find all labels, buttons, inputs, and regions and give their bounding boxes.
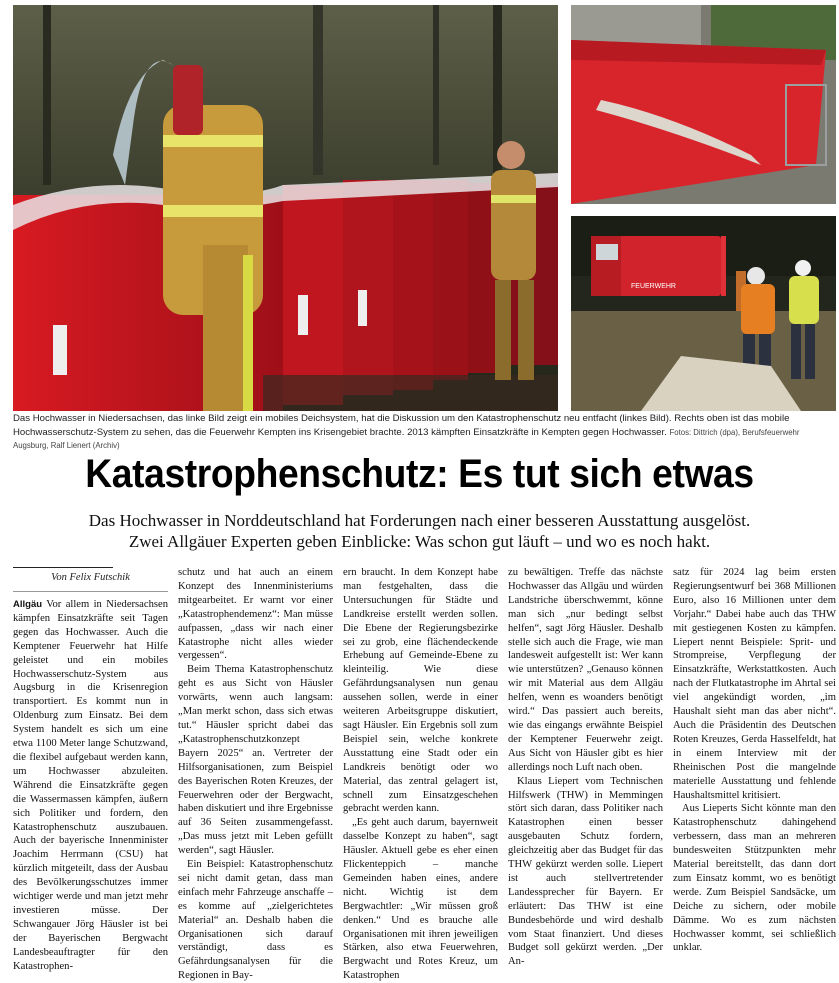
byline: Von Felix Futschik [51, 572, 130, 583]
paragraph: Beim Thema Katastrophenschutz geht es aus Sicht von Häusler vorwärts, wenn auch langsam: „Man merkt schon, dass sich etwas tut.“ Häusler spricht dabei das „Katastrophenschutzkonzept Bayern 2025“ an. Vertreter der Hilfsorganisationen, zum Beispiel des Bayerischen Roten Kreuzes, der Feuerwehren oder der Bergwacht, haben diskutiert und ihre Ergebnisse auf 36 Seiten zusammengefasst. „Das muss jetzt mit Leben gefüllt werden“, sagt Häusler. [178, 664, 333, 857]
article-subhead [0, 510, 839, 552]
paragraph: „Es geht auch darum, bayernweit dasselbe Konzept zu haben“, sagt Häusler. Aktuell gebe es eher einen Flickenteppich – manche Gemeinden haben eines, andere nicht. Wichtig ist dem Bergwachtler: „Wir müssen groß denken.“ Und es brauche alle Organisationen mit ihren jeweiligen Stärken, also etwa Feuerwehren, Bergwacht und Rotes Kreuz, um Katastrophen [343, 817, 498, 982]
byline-rule-bottom [13, 591, 168, 592]
article-column-1 [13, 598, 168, 973]
byline-rule-top [13, 567, 113, 568]
paragraph [13, 598, 168, 973]
paragraph: ern braucht. In dem Konzept habe man festgehalten, dass die Untersuchungen für Städte und Landkreise erstellt werden sollen. Die Ebene der Regierungsbezirke sei zu grob, eine flächendeckende Erhebung auf Gemeinde-Ebene zu kleinteilig. Wie diese Gefährdungsanalysen nun genau aussehen sollen, werde in einer weiteren Arbeitsgruppe diskutiert, sagt Häusler. Ein Ergebnis soll zum Beispiel sein, welche konkrete Ausstattung eine Stadt oder ein Landkreis benötigt oder wo Material, das zentral gelagert ist, schnell zum Einsatzgeschehen gebracht werden kann. [343, 567, 498, 815]
paragraph: Ein Beispiel: Katastrophenschutz sei nicht damit getan, dass man einfach mehr Fahrzeuge anschaffe – es komme auf „zielgerichtetes Material“ an. Deshalb haben die Organisationen sich darauf verständigt, dass es Gefährdungsanalysen für die Regionen in Bay- [178, 859, 333, 982]
paragraph: zu bewältigen. Treffe das nächste Hochwasser das Allgäu und würden Landstriche überschwemmt, könne man sich „nur bedingt selbst helfen“, sagt Jörg Häusler. Deshalb stelle sich auch die Frage, wie man landesweit aufgestellt ist: Wer kann wie unterstützen? „Genauso können wir mit Material aus dem Allgäu helfen, wenn es woanders benötigt wird.“ Das passiert auch bereits, wie das eingangs erwähnte Beispiel der Kemptener Feuerwehr zeigt. Aus Sicht von Häusler gibt es hier allerdings noch Luft nach oben. [508, 567, 663, 773]
subhead-line-1: Das Hochwasser in Norddeutschland hat Forderungen nach einer besseren Ausstattung ausgelöst. [88, 511, 751, 530]
article-column-3 [343, 566, 498, 983]
caption-text: Das Hochwasser in Niedersachsen, das linke Bild zeigt ein mobiles Deichsystem, hat die Diskussion um den Katastrophenschutz neu entfacht (linkes Bild). Rechts oben ist das mobile Hochwasserschutz-System zu sehen, das die Feuerwehr Kempten ins Krisengebiet brachte. 2013 kämpften Einsatzkräfte in Kempten gegen Hochwasser. [13, 413, 790, 438]
article-column-2 [178, 566, 333, 983]
photo-caption [13, 412, 836, 453]
photo-fire-truck-flood-illustration [571, 216, 836, 411]
photo-mobile-flood-protection-illustration [571, 5, 836, 204]
paragraph: Klaus Liepert vom Technischen Hilfswerk (THW) in Memmingen stört sich daran, dass Politiker nach Katastrophen einen besser ausgebauten Schutz fordern, gleichzeitig aber das Budget für das THW gekürzt werden solle. Liepert ist auch stellvertretender Landessprecher für Bayern. Er erläutert: Das THW ist eine Bundesbehörde und wird deshalb vom Staat finanziert. Und dieses Budget soll gekürzt werden. „Der An- [508, 775, 663, 968]
article-headline: Katastrophenschutz: Es tut sich etwas [85, 452, 754, 496]
photo-mobile-dike [13, 5, 558, 411]
article-column-4 [508, 566, 663, 969]
photo-mobile-flood-protection [571, 5, 836, 204]
dateline: Allgäu [13, 599, 43, 610]
paragraph-text: Vor allem in Niedersachsen kämpfen Einsatzkräfte seit Tagen gegen das Hochwasser. Auch die Kemptener Feuerwehr hat Hilfe geleistet und ein mobiles Hochwasserschutz-System aus Augsburg in die Krisenregion transportiert. Es kommt nun in Oldenburg zum Einsatz. Bei dem System handelt es sich um eine etwa 1100 Meter lange Schutzwand, die flexibel aufgebaut werden kann, um Hochwasser abzuleiten. Während die Einsatzkräfte gegen die Wassermassen kämpfen, äußern sich Politiker und fordern, den Katastrophenschutz auszubauen. Auch der bayerische Innenminister Joachim Herrmann (CSU) hat kürzlich mitgeteilt, dass der Ausbau des Bevölkerungsschutzes immer wichtiger werde und man jetzt mehr investieren müsse. Der Schwangauer Jörg Häusler ist bei der Bayerischen Bergwacht Landesbeauftragter für den Katastrophen- [13, 599, 168, 972]
paragraph: Aus Lieperts Sicht könnte man den Katastrophenschutz dahingehend verbessern, dass man an mehreren bundesweiten Stützpunkten mehr Material bereitstellt, das dann dort zum Einsatz kommt, wo es benötigt werde. Zum Beispiel Sandsäcke, um Deiche zu sichern, oder mobile Dämme. Wo es zum nächsten Hochwasser kommt, sei schließlich unklar. [673, 803, 836, 954]
paragraph: schutz und hat auch an einem Konzept des Innenministeriums mitgearbeitet. Er warnt vor einer „Katastrophendemenz“: Man müsse aufpassen, „dass wir nach einer Katastrophe nicht alles wieder vergessen“. [178, 567, 333, 662]
photo-mobile-dike-illustration [13, 5, 558, 411]
photo-credit: Fotos: Dittrich (dpa), Berufsfeuerwehr Augsburg, Ralf Lienert (Archiv) [13, 427, 800, 450]
paragraph: satz für 2024 lag beim ersten Regierungsentwurf bei 368 Millionen Euro, also 16 Millionen unter dem Vorjahr.“ Dabei habe auch das THW mit gestiegenen Kosten zu kämpfen. Liepert nennt Beispiele: Sprit- und Strompreise, Verpflegung der Einsatzkräfte, Werkstattkosten. Auch nach der Flutkatastrophe im Ahrtal sei viel angekündigt worden, „im Haushalt sieht man das aber nicht“. Auch die Präsidentin des Deutschen Roten Kreuzes, Gerda Hasselfeldt, hat in einem Interview mit der Rheinischen Post die mangelnde materielle Ausstattung und fehlende Haushaltsmittel kritisiert. [673, 567, 836, 801]
photo-fire-truck-flood [571, 216, 836, 411]
subhead-line-2: Zwei Allgäuer Experten geben Einblicke: Was schon gut läuft – und wo es noch hakt. [128, 532, 711, 551]
article-column-5 [673, 566, 836, 955]
truck-label: FEUERWEHR [631, 283, 676, 290]
